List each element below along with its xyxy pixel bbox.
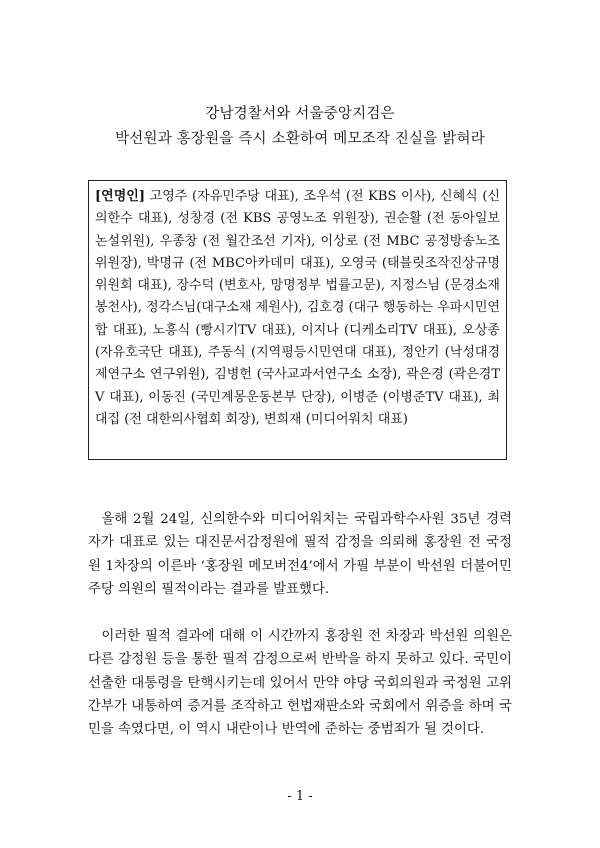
document-title-line-1: 강남경찰서와 서울중앙지검은 [205,106,395,122]
signers-list: 고영주 (자유민주당 대표), 조우석 (전 KBS 이사), 신혜식 (신의한수 대표), 성창경 (전 KBS 공영노조 위원장), 권순활 (전 동아일보 논설위원), 우종창 (전 월간조선 기자), 이상로 (전 MBC 공정방송노조 위원장), 박명규 (전 MBC아카데미 대표), 오영국 (태블릿조작진상규명위원회 대표), 장수덕 (변호사, 망명정부 법률고문), 지정스님 (문경소재 봉천사), 정각스님(대구소재 제원사), 김호경 (대구 행동하는 우파시민연합 대표), 노흥식 (빵시기TV 대표), 이지나 (디케소리TV 대표), 오상종 (자유호국단 대표), 주동식 (지역평등시민연대 대표), 정안기 (낙성대경제연구소 연구위원), 김병헌 (국사교과서연구소 소장), 곽은경 (곽은경TV 대표), 이동진 (국민계몽운동본부 단장), 이병준 (이병준TV 대표), 최대집 (전 대한의사협회 회장), 변희재 (미디어워치 대표) [95,189,500,427]
signers-label: [연명인] [95,189,145,204]
signers-box [88,180,507,460]
document-title-line-2: 박선원과 홍장원을 즉시 소환하여 메모조작 진실을 밝혀라 [115,131,485,147]
body-paragraph-2: 이러한 필적 결과에 대해 이 시간까지 홍장원 전 차장과 박선원 의원은 다른 감정원 등을 통한 필적 감정으로써 반박을 하지 못하고 있다. 국민이 선출한 대통령을 탄핵시키는데 있어서 만약 야당 국회의원과 국정원 고위간부가 내통하여 증거를 조작하고 헌법재판소와 국회에서 위증을 하며 국민을 속였다면, 이 역시 내란이나 반역에 준하는 중범죄가 될 것이다. [88,629,512,738]
body-paragraph-1: 올해 2월 24일, 신의한수와 미디어워치는 국립과학수사원 35년 경력자가 대표로 있는 대진문서감정원에 필적 감정을 의뢰해 홍장원 전 국정원 1차장의 이른바 ‘홍장원 메모버전4’에서 가필 부분이 박선원 더불어민주당 의원의 필적이라는 결과를 발표했다. [88,512,512,597]
page-number: - 1 - [287,789,313,804]
